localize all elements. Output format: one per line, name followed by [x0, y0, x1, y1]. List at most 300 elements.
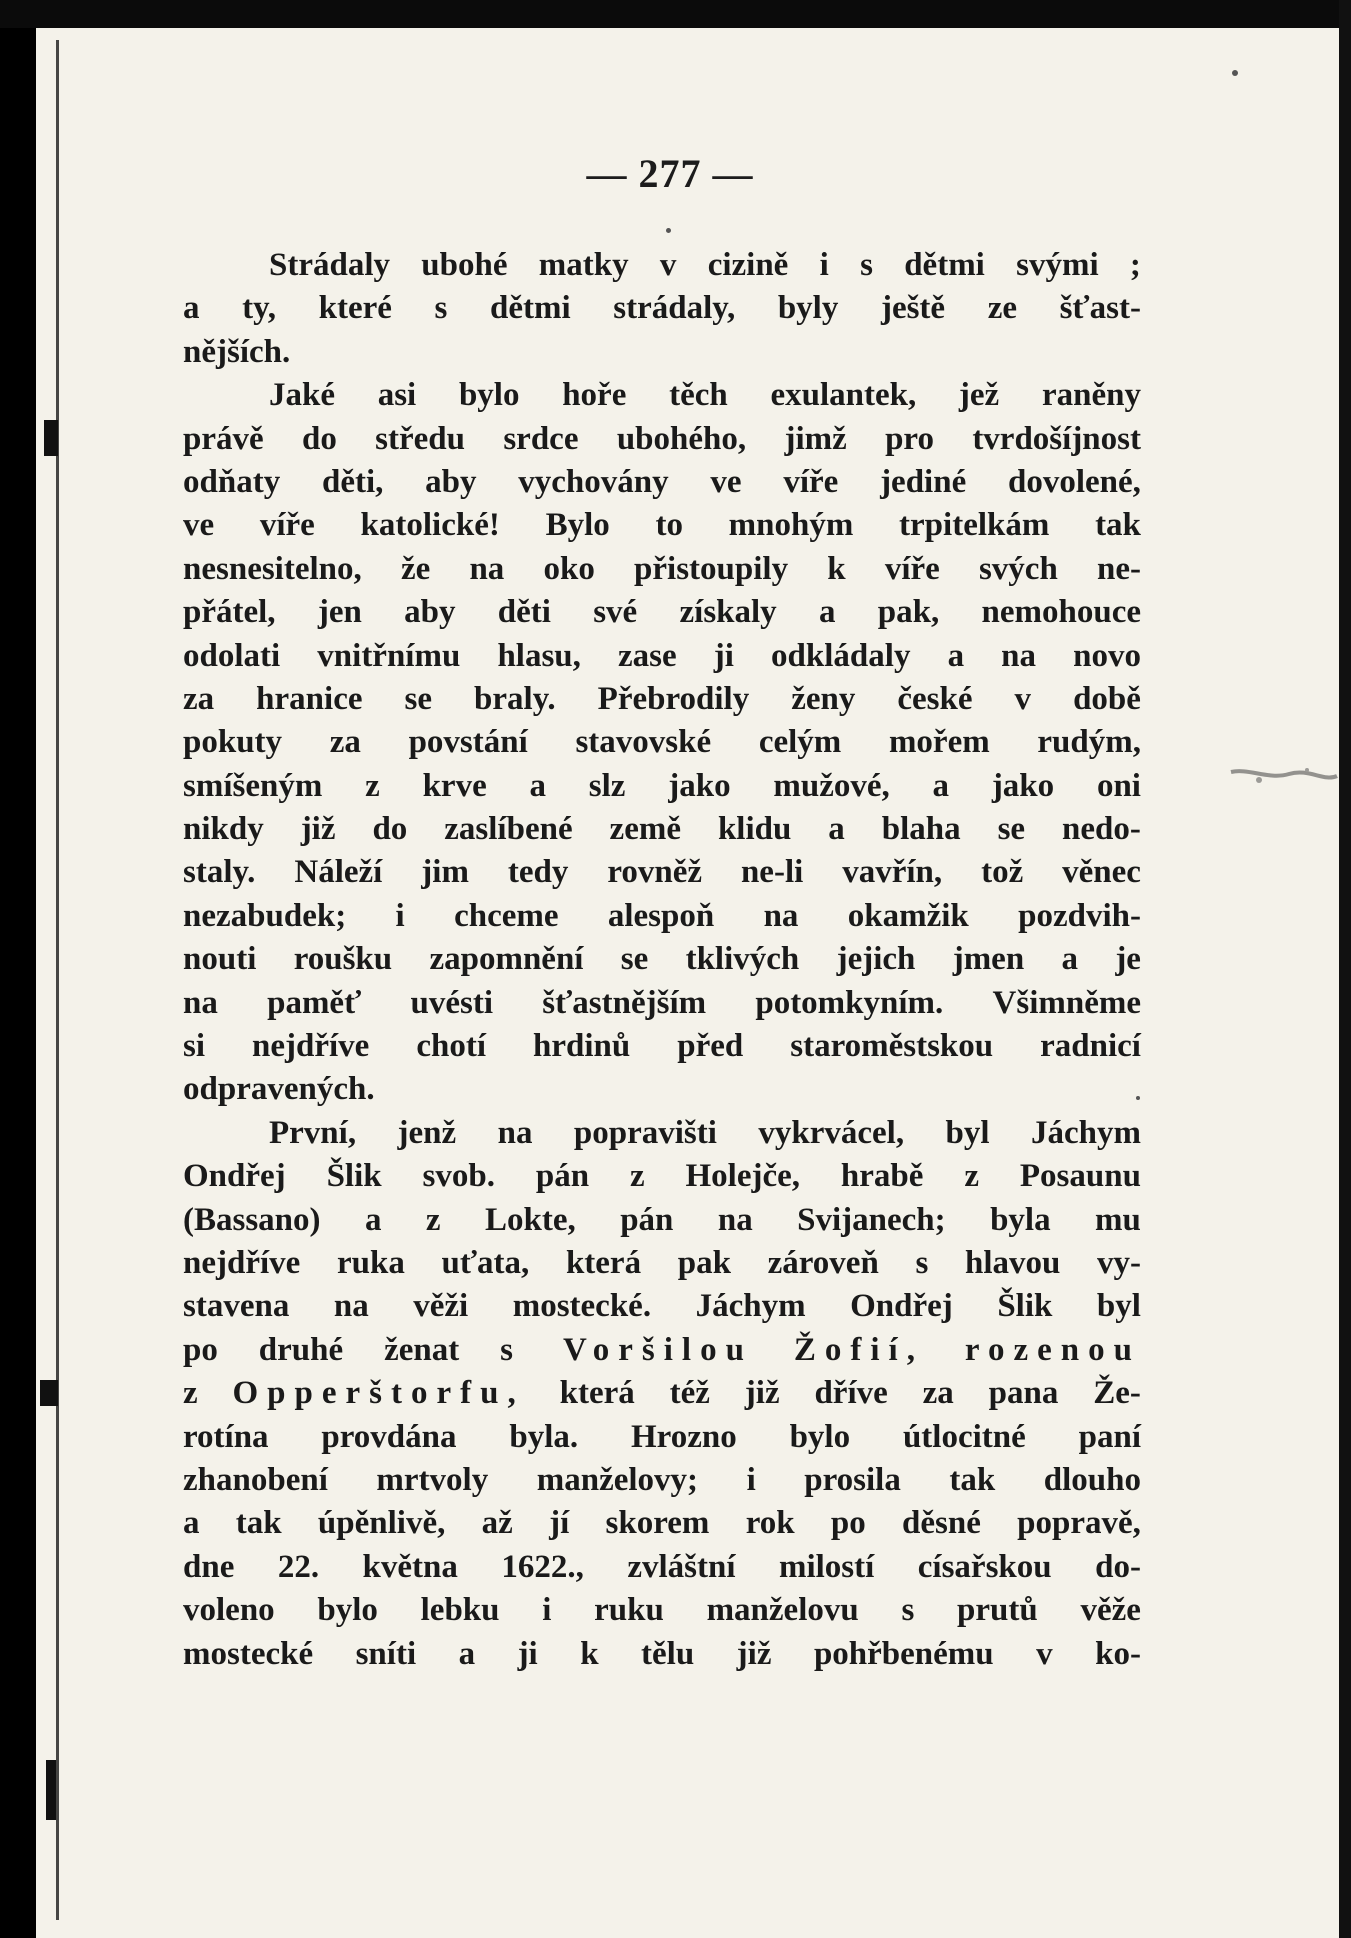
word: oko — [543, 550, 595, 587]
word: Šlik — [997, 1288, 1053, 1325]
word: mořem — [888, 724, 990, 761]
text-line — [183, 374, 1141, 417]
word: skorem — [605, 1505, 710, 1542]
word: Jáchym — [1030, 1114, 1141, 1151]
text-line — [183, 1502, 1141, 1545]
word: tak — [235, 1505, 282, 1542]
word: Že- — [1093, 1375, 1141, 1412]
word: cizině — [707, 247, 789, 283]
word: do — [301, 420, 337, 457]
word: krve — [422, 767, 487, 804]
word: staly. — [183, 854, 256, 891]
word: chceme — [454, 897, 559, 934]
word: dne — [183, 1548, 235, 1585]
word: uťata, — [441, 1244, 530, 1281]
word: nemohouce — [981, 594, 1141, 631]
word: i — [819, 247, 829, 283]
word: až — [481, 1505, 513, 1542]
word: z — [964, 1158, 979, 1195]
word: trpitelkám — [899, 507, 1050, 544]
word: zase — [618, 637, 677, 674]
word: úpěnlivě, — [317, 1505, 446, 1542]
word: oni — [1096, 767, 1141, 804]
word: mnohým — [728, 507, 854, 544]
word: ženy — [791, 680, 856, 717]
word: jejich — [836, 941, 916, 978]
word: pana — [988, 1375, 1059, 1412]
word: české — [897, 680, 973, 717]
word: s — [901, 1592, 915, 1629]
word: přátel, — [183, 594, 276, 631]
word: ji — [517, 1635, 538, 1672]
word: to — [655, 507, 683, 544]
word: ruka — [336, 1244, 405, 1281]
word: druhé — [258, 1331, 344, 1368]
word: v — [1014, 680, 1032, 717]
word: (Bassano) — [183, 1201, 321, 1238]
word: vykrvácel, — [758, 1114, 905, 1151]
word: stavovské — [575, 724, 712, 761]
word: císařskou — [917, 1548, 1052, 1585]
word: rozenou — [964, 1331, 1141, 1368]
word: době — [1073, 680, 1141, 717]
word: a — [828, 811, 845, 848]
word: z — [425, 1201, 441, 1238]
text-line — [183, 765, 1141, 808]
word: radnicí — [1040, 1028, 1141, 1065]
word: v — [1036, 1635, 1053, 1672]
text-line — [183, 1589, 1141, 1632]
text-line — [183, 635, 1141, 678]
word: a — [183, 1505, 200, 1542]
word: okamžik — [847, 897, 969, 934]
word: strádaly, — [613, 290, 736, 327]
word: Voršilou — [562, 1331, 753, 1368]
word: nejdříve — [183, 1244, 301, 1281]
word: voleno — [183, 1592, 275, 1629]
word: prosila — [804, 1461, 901, 1498]
word: Jáchym — [695, 1288, 806, 1325]
text-line — [183, 895, 1141, 938]
word: Ondřej — [850, 1288, 953, 1325]
word: nouti — [183, 941, 257, 978]
word: ruku — [594, 1592, 664, 1629]
word: slz — [588, 767, 626, 804]
word: které — [318, 290, 392, 327]
word: pohřbenému — [813, 1635, 994, 1672]
word: na — [717, 1201, 753, 1238]
word: svých — [978, 550, 1058, 587]
word: května — [362, 1548, 458, 1585]
word: paměť — [267, 984, 362, 1021]
word: ženat — [384, 1331, 460, 1368]
text-line — [183, 1459, 1141, 1502]
word: odkládaly — [771, 637, 911, 674]
word: odňaty — [183, 463, 281, 500]
word: po — [183, 1331, 218, 1368]
word: jí — [549, 1505, 570, 1542]
word: exulantek, — [770, 377, 917, 414]
word: dlouho — [1043, 1461, 1141, 1498]
word: ubohé — [421, 247, 508, 283]
word: bylo — [789, 1418, 851, 1455]
text-line — [183, 418, 1141, 461]
word: dovolené, — [1008, 463, 1141, 500]
word: právě — [183, 420, 264, 457]
word: před — [677, 1028, 744, 1065]
word: popravě, — [1017, 1505, 1141, 1542]
word: již — [736, 1635, 772, 1672]
speck — [666, 228, 671, 233]
word: z — [629, 1158, 645, 1195]
word: pro — [885, 420, 934, 457]
word: a — [818, 594, 836, 631]
word: aby — [404, 594, 456, 631]
word: zhanobení — [183, 1461, 328, 1498]
word: 22. — [277, 1548, 320, 1585]
word: věnec — [1062, 854, 1141, 891]
word: zaslíbené — [444, 811, 573, 848]
word: rudým, — [1037, 724, 1141, 761]
text-line — [183, 1155, 1141, 1198]
word: nějších. — [183, 333, 291, 370]
word: víře — [259, 507, 315, 544]
word: též — [669, 1375, 710, 1412]
word: jež — [958, 377, 1000, 414]
word: dětmi — [904, 247, 985, 283]
word: zároveň — [767, 1244, 879, 1281]
text-line — [183, 851, 1141, 894]
word: sníti — [355, 1635, 417, 1672]
word: k — [580, 1635, 599, 1672]
word: dětmi — [490, 290, 571, 327]
word: roušku — [293, 941, 393, 978]
word: Ondřej — [183, 1158, 286, 1195]
word: pán — [535, 1158, 590, 1195]
word: již — [744, 1375, 780, 1412]
text-line — [183, 938, 1141, 981]
text-line — [183, 504, 1141, 547]
word: hlasu, — [497, 637, 581, 674]
word: vavřín, — [842, 854, 943, 891]
word: provdána — [321, 1418, 457, 1455]
word: svob. — [422, 1158, 495, 1195]
word: s — [860, 247, 873, 283]
word: pozdvih- — [1018, 897, 1141, 934]
word: prutů — [957, 1592, 1038, 1629]
word: šťast- — [1059, 290, 1141, 327]
text-line — [183, 1112, 1141, 1155]
word: získaly — [679, 594, 777, 631]
word: Posaunu — [1019, 1158, 1141, 1195]
word: již — [300, 811, 336, 848]
word: vychovány — [518, 463, 669, 500]
word: Lokte, — [485, 1201, 576, 1238]
word: útlocitné — [902, 1418, 1026, 1455]
word: na — [1001, 637, 1037, 674]
word: děti — [497, 594, 551, 631]
word: za — [183, 680, 215, 717]
word: jako — [991, 767, 1055, 804]
word: věži — [413, 1288, 469, 1325]
text-line — [183, 721, 1141, 764]
word: Holejče, — [685, 1158, 801, 1195]
word: srdce — [503, 420, 579, 457]
word: uvésti — [410, 984, 494, 1021]
text-line — [183, 1546, 1141, 1589]
word: zapomnění — [429, 941, 584, 978]
word: tvrdošíjnost — [972, 420, 1141, 457]
word: a — [932, 767, 950, 804]
word: ty, — [242, 290, 277, 327]
word: jimž — [784, 420, 847, 457]
word: jediné — [880, 463, 967, 500]
word: nejdříve — [252, 1028, 370, 1065]
word: v — [659, 247, 677, 283]
word: na — [333, 1288, 369, 1325]
word: zvláštní — [627, 1548, 736, 1585]
word: hrabě — [840, 1158, 924, 1195]
word: tož — [981, 854, 1024, 891]
word: byl — [1096, 1288, 1141, 1325]
word: Všimněme — [992, 984, 1141, 1021]
word: tklivých — [685, 941, 800, 978]
word: jen — [317, 594, 362, 631]
word: své — [593, 594, 638, 631]
text-line — [183, 461, 1141, 504]
word: dříve — [814, 1375, 888, 1412]
word: hlavou — [964, 1244, 1061, 1281]
word: ve — [710, 463, 742, 500]
word: mrtvoly — [376, 1461, 489, 1498]
word: pokuty — [183, 724, 283, 761]
word: manželovu — [706, 1592, 859, 1629]
text-line — [183, 591, 1141, 634]
word: tělu — [641, 1635, 695, 1672]
word: ko- — [1095, 1635, 1141, 1672]
word: i — [395, 897, 405, 934]
word: nedo- — [1062, 811, 1141, 848]
word: Strádaly — [269, 247, 391, 283]
binding-mark — [40, 1380, 58, 1406]
word: klidu — [717, 811, 792, 848]
word: ji — [713, 637, 734, 674]
word: paní — [1078, 1418, 1141, 1455]
word: lebku — [420, 1592, 500, 1629]
word: věže — [1080, 1592, 1141, 1629]
word: je — [1115, 941, 1141, 978]
word: a — [364, 1201, 382, 1238]
word: jako — [668, 767, 731, 804]
word: blaha — [881, 811, 961, 848]
word: se — [620, 941, 649, 978]
word: k — [827, 550, 846, 587]
word: vnitřnímu — [317, 637, 461, 674]
word: odpravených. — [183, 1071, 375, 1108]
word: chotí — [416, 1028, 486, 1065]
word: byla. — [509, 1418, 579, 1455]
word: asi — [377, 377, 417, 414]
word: Bylo — [545, 507, 610, 544]
word: alespoň — [607, 897, 715, 934]
word: ubohého, — [616, 420, 747, 457]
word: mostecké — [183, 1635, 314, 1672]
word: přistoupily — [634, 550, 789, 587]
word: byla — [990, 1201, 1051, 1238]
word: matky — [538, 247, 629, 283]
word: První, — [269, 1114, 357, 1151]
text-line — [183, 808, 1141, 851]
word: tak — [1095, 507, 1141, 544]
word: středu — [375, 420, 466, 457]
word: země — [609, 811, 681, 848]
word: na — [763, 897, 799, 934]
word: svými — [1016, 247, 1099, 283]
word: děsné — [902, 1505, 981, 1542]
word: za — [329, 724, 361, 761]
text-line — [183, 1242, 1141, 1285]
word: víře — [783, 463, 839, 500]
word: jmen — [952, 941, 1025, 978]
word: rotína — [183, 1418, 269, 1455]
word: 1622., — [501, 1548, 584, 1585]
word: jenž — [397, 1114, 457, 1151]
word: mužové, — [773, 767, 890, 804]
word: manželovy; — [536, 1461, 699, 1498]
text-line — [183, 287, 1141, 330]
word: bylo — [458, 377, 520, 414]
speck — [1232, 70, 1238, 76]
word: ještě — [880, 290, 946, 327]
word: s — [500, 1331, 523, 1368]
word: rok — [745, 1505, 795, 1542]
word: šťastnějším — [542, 984, 707, 1021]
word: nikdy — [183, 811, 264, 848]
word: Přebrodily — [597, 680, 750, 717]
word: po — [830, 1505, 866, 1542]
word: víře — [884, 550, 940, 587]
word: Opperštorfu, — [232, 1375, 525, 1412]
word: raněny — [1041, 377, 1141, 414]
word: nezabudek; — [183, 897, 347, 934]
page-number: — 277 — — [586, 151, 754, 196]
word: nesnesitelno, — [183, 550, 362, 587]
scan-top-border — [0, 0, 1351, 28]
word: a — [458, 1635, 476, 1672]
binding-mark — [46, 1760, 56, 1820]
word: ze — [987, 290, 1017, 327]
word: těch — [669, 377, 728, 414]
ink-smudge — [1229, 762, 1339, 792]
word: novo — [1073, 637, 1141, 674]
word: na — [183, 984, 218, 1021]
word: pak, — [877, 594, 940, 631]
word: stavena — [183, 1288, 290, 1325]
text-line — [183, 1025, 1141, 1068]
word: s — [434, 290, 448, 327]
word: se — [404, 680, 433, 717]
word: Šlik — [326, 1158, 382, 1195]
word: že — [400, 550, 431, 587]
word: na — [469, 550, 505, 587]
word: potomkyním. — [755, 984, 944, 1021]
word: Svijanech; — [797, 1201, 946, 1238]
word: tak — [949, 1461, 996, 1498]
text-line — [183, 1633, 1141, 1676]
word: s — [915, 1244, 929, 1281]
word: která — [559, 1375, 635, 1412]
page-edge-shadow — [56, 40, 59, 1920]
word: za — [922, 1375, 954, 1412]
word: a — [529, 767, 546, 804]
word: katolické! — [360, 507, 500, 544]
binding-mark — [44, 420, 58, 456]
word: a — [947, 637, 965, 674]
word: celým — [758, 724, 842, 761]
text-line — [183, 1199, 1141, 1242]
word: Hrozno — [631, 1418, 737, 1455]
word: z — [183, 1375, 198, 1412]
word: ; — [1129, 247, 1141, 283]
word: na — [497, 1114, 533, 1151]
word: i — [746, 1461, 756, 1498]
text-line — [183, 678, 1141, 721]
scan-right-border — [1339, 0, 1351, 1938]
word: tedy — [507, 854, 569, 891]
word: mu — [1095, 1201, 1141, 1238]
text-line — [183, 1416, 1141, 1459]
word: se — [997, 811, 1026, 848]
word: smíšeným — [183, 767, 323, 804]
word: Jaké — [269, 377, 335, 414]
text-line — [183, 244, 1141, 287]
word: mostecké. — [512, 1288, 652, 1325]
word: byl — [945, 1114, 990, 1151]
text-line — [183, 331, 1141, 374]
word: do — [372, 811, 408, 848]
body-text — [183, 244, 1141, 1676]
word: ne-li — [740, 854, 804, 891]
word: i — [542, 1592, 552, 1629]
word: milostí — [778, 1548, 875, 1585]
word: povstání — [408, 724, 528, 761]
word: která — [565, 1244, 642, 1281]
word: hoře — [562, 377, 627, 414]
text-line — [183, 1372, 1141, 1415]
word: z — [365, 767, 380, 804]
word: staroměstskou — [790, 1028, 994, 1065]
word: Náleží — [294, 854, 383, 891]
word: hranice — [256, 680, 363, 717]
word: byly — [777, 290, 839, 327]
word: do- — [1095, 1548, 1141, 1585]
word: aby — [425, 463, 477, 500]
text-line — [183, 1285, 1141, 1328]
text-line — [183, 982, 1141, 1025]
word: Žofií, — [793, 1331, 924, 1368]
word: pán — [620, 1201, 674, 1238]
text-line — [183, 548, 1141, 591]
word: si — [183, 1028, 206, 1065]
word: braly. — [474, 680, 556, 717]
text-line — [183, 1329, 1141, 1372]
word: rovněž — [607, 854, 703, 891]
word: jim — [421, 854, 469, 891]
word: odolati — [183, 637, 281, 674]
word: bylo — [317, 1592, 378, 1629]
word: a — [183, 290, 200, 327]
word: vy- — [1097, 1244, 1141, 1281]
